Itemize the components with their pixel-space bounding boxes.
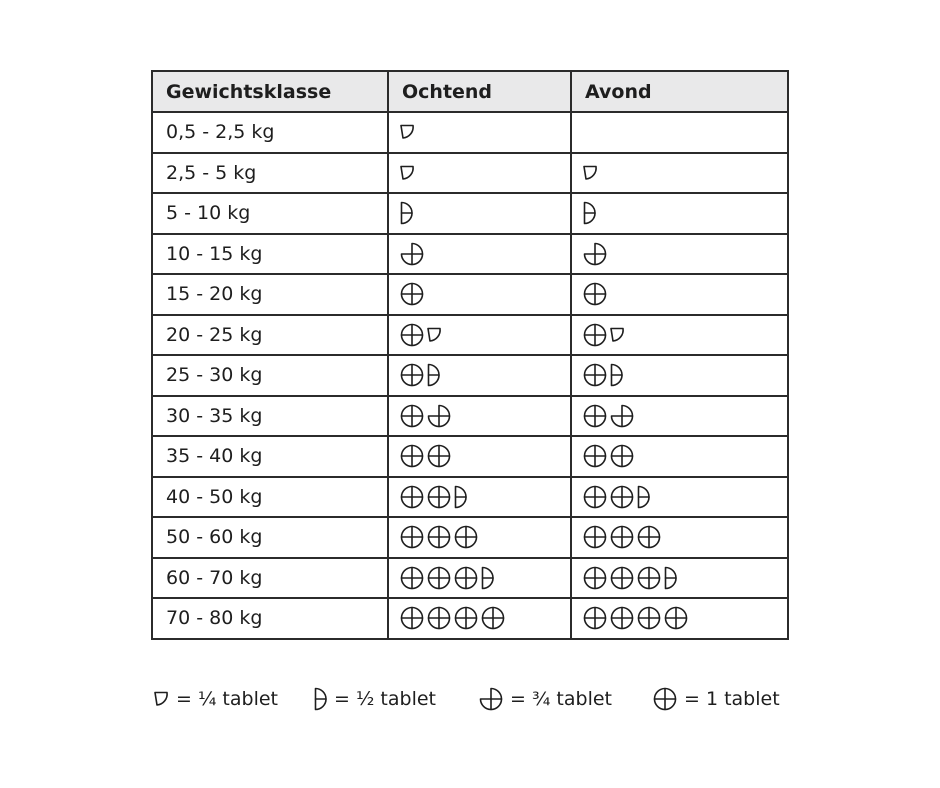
weight-class-cell: 2,5 - 5 kg (152, 153, 388, 194)
morning-tablets (399, 484, 570, 510)
whole-tablet-icon (480, 605, 506, 631)
weight-class-cell: 0,5 - 2,5 kg (152, 112, 388, 153)
weight-class-cell: 20 - 25 kg (152, 315, 388, 356)
whole-tablet-icon (582, 605, 608, 631)
header-evening: Avond (571, 71, 788, 112)
half-tablet-icon (663, 565, 678, 591)
evening-dose-cell (571, 234, 788, 275)
half-tablet-icon (480, 565, 495, 591)
evening-dose-cell (571, 558, 788, 599)
whole-tablet-icon (636, 524, 662, 550)
table-row (152, 234, 788, 275)
morning-tablets (399, 443, 570, 469)
evening-dose-cell (571, 598, 788, 639)
whole-tablet-icon (582, 443, 608, 469)
table-row (152, 153, 788, 194)
table-row (152, 477, 788, 518)
whole-tablet-icon (609, 565, 635, 591)
weight-class-cell: 15 - 20 kg (152, 274, 388, 315)
table-row (152, 558, 788, 599)
evening-dose-cell (571, 436, 788, 477)
quarter-tablet-icon (153, 686, 170, 712)
morning-dose-cell (388, 436, 571, 477)
morning-dose-cell (388, 396, 571, 437)
whole-tablet-icon (399, 403, 425, 429)
quarter-tablet-icon (609, 322, 626, 348)
legend-label: = ½ tablet (334, 688, 436, 710)
header-morning: Ochtend (388, 71, 571, 112)
evening-tablets (582, 403, 787, 429)
whole-tablet-icon (453, 524, 479, 550)
table-row (152, 396, 788, 437)
dosage-table (151, 70, 789, 640)
weight-class-cell: 50 - 60 kg (152, 517, 388, 558)
morning-tablets (399, 565, 570, 591)
morning-tablets (399, 281, 570, 307)
evening-tablets (582, 484, 787, 510)
morning-tablets (399, 119, 570, 145)
morning-tablets (399, 403, 570, 429)
whole-tablet-icon (582, 565, 608, 591)
morning-dose-cell (388, 598, 571, 639)
weight-class-cell: 25 - 30 kg (152, 355, 388, 396)
legend-label: = 1 tablet (684, 688, 780, 710)
table-row (152, 315, 788, 356)
whole-tablet-icon (399, 362, 425, 388)
morning-tablets (399, 362, 570, 388)
morning-tablets (399, 605, 570, 631)
evening-dose-cell (571, 112, 788, 153)
whole-tablet-icon (652, 686, 678, 712)
legend-label: = ¼ tablet (176, 688, 278, 710)
three-quarter-tablet-icon (478, 686, 504, 712)
morning-tablets (399, 200, 570, 226)
quarter-tablet-icon (426, 322, 443, 348)
weight-class-cell: 5 - 10 kg (152, 193, 388, 234)
morning-dose-cell (388, 477, 571, 518)
quarter-tablet-icon (399, 160, 416, 186)
evening-dose-cell (571, 477, 788, 518)
morning-dose-cell (388, 355, 571, 396)
table-row (152, 517, 788, 558)
whole-tablet-icon (426, 524, 452, 550)
whole-tablet-icon (582, 403, 608, 429)
evening-dose-cell (571, 193, 788, 234)
evening-tablets (582, 565, 787, 591)
half-tablet-icon (313, 686, 328, 712)
evening-tablets (582, 322, 787, 348)
evening-dose-cell (571, 517, 788, 558)
evening-dose-cell (571, 153, 788, 194)
legend-label: = ¾ tablet (510, 688, 612, 710)
half-tablet-icon (636, 484, 651, 510)
whole-tablet-icon (582, 281, 608, 307)
whole-tablet-icon (399, 565, 425, 591)
table-row (152, 355, 788, 396)
legend-item-quarter (153, 684, 278, 714)
whole-tablet-icon (399, 322, 425, 348)
morning-dose-cell (388, 558, 571, 599)
table-row (152, 112, 788, 153)
whole-tablet-icon (399, 281, 425, 307)
evening-tablets (582, 241, 787, 267)
tablet-legend (151, 684, 791, 714)
header-row (152, 71, 788, 112)
evening-tablets (582, 200, 787, 226)
table-row (152, 193, 788, 234)
evening-tablets (582, 605, 787, 631)
morning-tablets (399, 241, 570, 267)
half-tablet-icon (453, 484, 468, 510)
whole-tablet-icon (426, 605, 452, 631)
whole-tablet-icon (453, 605, 479, 631)
morning-dose-cell (388, 193, 571, 234)
evening-tablets (582, 362, 787, 388)
three-quarter-tablet-icon (399, 241, 425, 267)
weight-class-cell: 60 - 70 kg (152, 558, 388, 599)
header-weight-class: Gewichtsklasse (152, 71, 388, 112)
legend-item-three-quarter (478, 684, 612, 714)
evening-tablets (582, 524, 787, 550)
whole-tablet-icon (609, 524, 635, 550)
table-row (152, 274, 788, 315)
whole-tablet-icon (426, 565, 452, 591)
evening-dose-cell (571, 396, 788, 437)
morning-dose-cell (388, 315, 571, 356)
whole-tablet-icon (582, 362, 608, 388)
evening-tablets (582, 119, 787, 145)
quarter-tablet-icon (399, 119, 416, 145)
whole-tablet-icon (582, 484, 608, 510)
legend-item-half (313, 684, 436, 714)
whole-tablet-icon (453, 565, 479, 591)
weight-class-cell: 35 - 40 kg (152, 436, 388, 477)
table-row (152, 598, 788, 639)
weight-class-cell: 40 - 50 kg (152, 477, 388, 518)
three-quarter-tablet-icon (426, 403, 452, 429)
evening-tablets (582, 160, 787, 186)
morning-dose-cell (388, 112, 571, 153)
morning-dose-cell (388, 517, 571, 558)
half-tablet-icon (609, 362, 624, 388)
evening-dose-cell (571, 274, 788, 315)
whole-tablet-icon (636, 605, 662, 631)
half-tablet-icon (582, 200, 597, 226)
evening-dose-cell (571, 355, 788, 396)
weight-class-cell: 30 - 35 kg (152, 396, 388, 437)
whole-tablet-icon (609, 484, 635, 510)
whole-tablet-icon (426, 443, 452, 469)
whole-tablet-icon (426, 484, 452, 510)
legend-item-whole (652, 684, 780, 714)
morning-tablets (399, 524, 570, 550)
morning-dose-cell (388, 234, 571, 275)
weight-class-cell: 10 - 15 kg (152, 234, 388, 275)
whole-tablet-icon (636, 565, 662, 591)
whole-tablet-icon (399, 443, 425, 469)
half-tablet-icon (399, 200, 414, 226)
three-quarter-tablet-icon (609, 403, 635, 429)
weight-class-cell: 70 - 80 kg (152, 598, 388, 639)
whole-tablet-icon (609, 605, 635, 631)
whole-tablet-icon (582, 524, 608, 550)
morning-dose-cell (388, 153, 571, 194)
whole-tablet-icon (399, 605, 425, 631)
whole-tablet-icon (399, 524, 425, 550)
morning-tablets (399, 322, 570, 348)
quarter-tablet-icon (582, 160, 599, 186)
whole-tablet-icon (609, 443, 635, 469)
evening-dose-cell (571, 315, 788, 356)
whole-tablet-icon (399, 484, 425, 510)
whole-tablet-icon (582, 322, 608, 348)
evening-tablets (582, 443, 787, 469)
three-quarter-tablet-icon (582, 241, 608, 267)
morning-tablets (399, 160, 570, 186)
half-tablet-icon (426, 362, 441, 388)
whole-tablet-icon (663, 605, 689, 631)
morning-dose-cell (388, 274, 571, 315)
evening-tablets (582, 281, 787, 307)
table-row (152, 436, 788, 477)
